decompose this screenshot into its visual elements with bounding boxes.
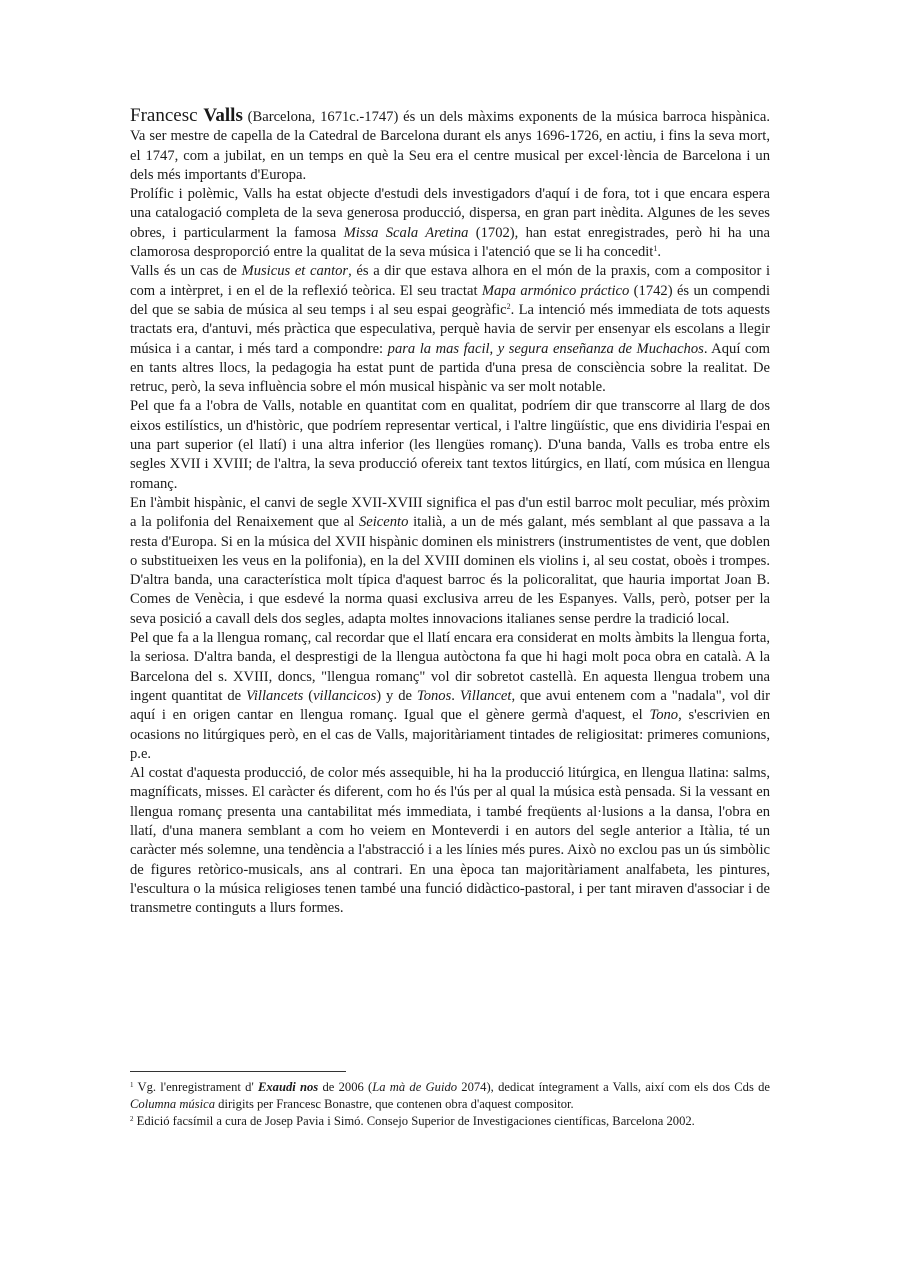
footnote-2: $^2$ Edició facsímil a cura de Josep Pavia i Simó. Consejo Superior de Investigaciones científicas, Barcelona 2002. [130,1114,695,1128]
footnote-1: $^1$ Vg. l'enregistrament d' Exaudi nos de 2006 (La mà de Guido 2074), dedicat íntegrament a Valls, així com els dos Cds de Columna música dirigits per Francesc Bonastre, que contenen obra d'aquest compositor. [130,1080,771,1111]
paragraph-intro: Francesc Valls (Barcelona, 1671c.-1747) és un dels màxims exponents de la música barroca hispànica. Va ser mestre de capella de la Catedral de Barcelona durant els anys 1696-1726, en actiu, i fins la seva mort, el 1747, com a jubilat, en un temps en què la Seu era el centre musical per excel·lència de Barcelona i un dels més importants d'Europa. [130,105,770,183]
paragraph-reception: Prolífic i polèmic, Valls ha estat objecte d'estudi dels investigadors d'aquí i de fora, tot i que encara espera una catalogació completa de la seva generosa producció, dispersa, en gran part inèdita. Algunes de les seves obres, i particularment la famosa Missa Scala Aretina (1702), han estat enregistrades, però hi ha una clamorosa desproporció entre la qualitat de la seva música i l'atenció que se li ha concedit$^1$. [130,186,770,261]
footnote-ref-2[interactable]: 2 [506,301,511,311]
composer-name: Francesc Valls [130,105,243,126]
footnote-ref-1[interactable]: 1 [653,244,658,254]
paragraph-treatise: Valls és un cas de Musicus et cantor, és a dir que estava alhora en el món de la praxis, com a compositor i com a intèrpret, i en el de la reflexió teòrica. El seu tractat Mapa armónico práctico (1742) és un compendi del que se sabia de música al seu temps i al seu espai geogràfic$^2$. La intenció més immediata de tots aquests tractats era, d'antuvi, més pràctica que especulativa, perquè havia de servir per ensenyar els escolans a llegir música i a cantar, i més tard a compondre: para la mas facil, y segura enseñanza de Muchachos. Aquí com en tants altres llocs, la pedagogia ha estat punt de partida d'una presa de consciència sobre la realitat. De retruc, però, la seva influència sobre el món musical hispànic va ser molt notable. [130,263,771,396]
paragraph-liturgical: Al costat d'aquesta producció, de color més assequible, hi ha la producció litúrgica, en llengua llatina: salms, magníficats, misses. El caràcter és diferent, com ho és l'ús per al qual la música està pensada. Si la vessant en llengua romanç presenta una cantabilitat més immediata, i també freqüents al·lusions a la dansa, l'obra en llatí, d'una manera semblant a com ho veiem en Monteverdi i en autors del segle anterior a Itàlia, té un caràcter més solemne, una tendència a l'abstracció i a les línies més pures. Això no exclou pas un ús simbòlic de figures retòrico-musicals, ans al contrari. En una època tan majoritàriament analfabeta, les pintures, l'escultura o la música religioses tenen també una funció didàctico-pastoral, i per tant miraven d'associar i de transmetre continguts a llurs formes. [130,765,770,917]
paragraph-century-change: En l'àmbit hispànic, el canvi de segle XVII-XVIII significa el pas d'un estil barroc molt peculiar, més pròxim a la polifonia del Renaixement que al Seicento italià, a un de més galant, més semblant al que passava a la resta d'Europa. Si en la música del XVII hispànic dominen els ministrers (instrumentistes de vent, que doblen o substitueixen les veus en la polifonia), en la del XVIII dominen els violins i, al seu costat, oboès i trompes. D'altra banda, una característica molt típica d'aquest barroc és la policoralitat, que hauria importat Joan B. Comes de Venècia, i que esdevé la norma quasi exclusiva arreu de les Espanyes. Valls, però, potser per la seva posició a cavall dels dos segles, adapta moltes innovacions italianes sense perdre la tradició local. [130,494,770,627]
paragraph-axes: Pel que fa a l'obra de Valls, notable en quantitat com en qualitat, podríem dir que transcorre al llarg de dos eixos estilístics, un d'històric, que podríem representar vertical, i l'altre lingüístic, que ens dividiria l'espai en una part superior (el llatí) i una altra inferior (les llengües romanç). D'una banda, Valls es troba entre els segles XVII i XVIII; de l'altra, la seva producció ofereix tant textos litúrgics, en llatí, com música en llengua romanç. [130,398,770,492]
paragraph-romance-language: Pel que fa a la llengua romanç, cal recordar que el llatí encara era considerat en molts àmbits la llengua forta, la seriosa. D'altra banda, el desprestigi de la llengua autòctona fa que hi hagi molt poca obra en català. A la Barcelona del s. XVIII, doncs, "llengua romanç" vol dir sobretot castellà. En aquesta llengua trobem una ingent quantitat de Villancets (villancicos) y de Tonos. Villancet, que avui entenem com a "nadala", vol dir aquí i en origen cantar en llengua romanç. Igual que el gènere germà d'aquest, el Tono, s'escrivien en ocasions no litúrgiques però, en el cas de Valls, majoritàriament tintades de religiositat: primeres comunions, p.e. [130,630,770,762]
footnote-divider [130,1071,346,1072]
footnotes [130,1079,770,1130]
article-body [130,106,770,918]
